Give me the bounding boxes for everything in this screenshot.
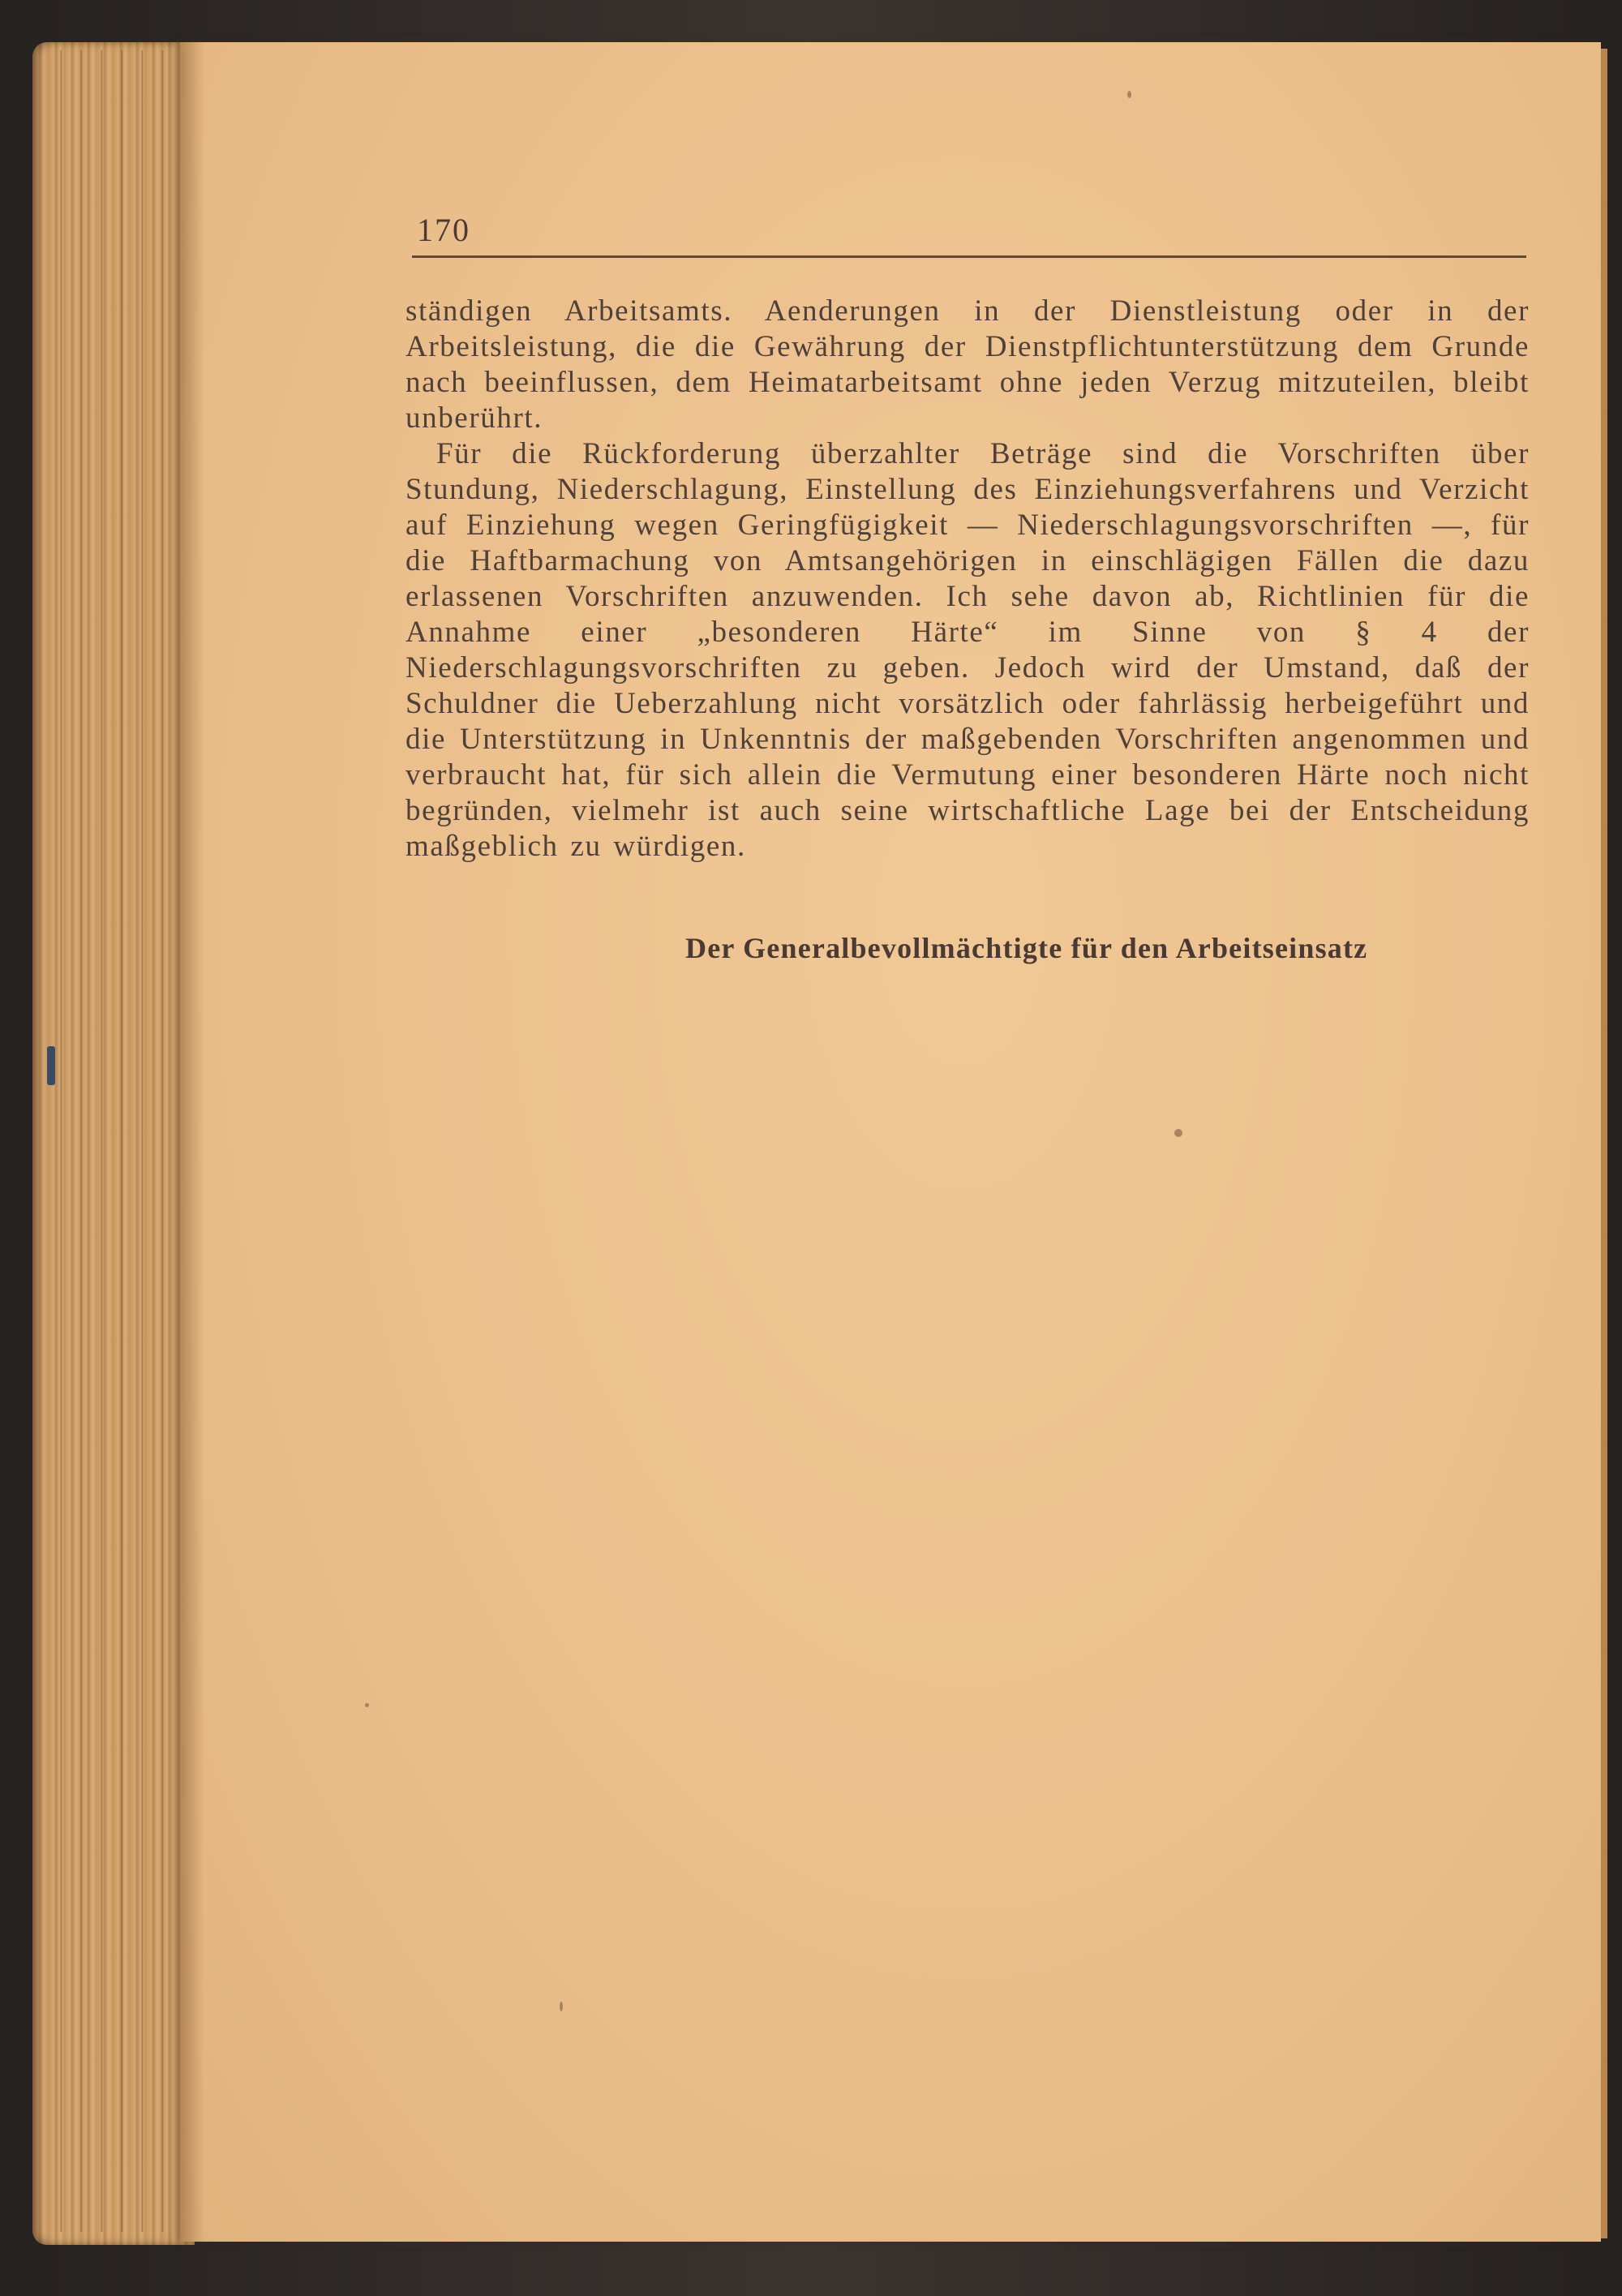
paper-speck — [1174, 1129, 1182, 1137]
paragraph-continuation: ständigen Arbeitsamts. Aenderungen in der Dienstleistung oder in der Arbeitsleistung, die die Gewährung der Dienstpflichtunterstützung dem Grunde nach beeinflussen, dem Heimatarbeitsamt ohne jeden Verzug mitzuteilen, bleibt unberührt. — [406, 294, 1530, 435]
spine-mark — [47, 1046, 55, 1085]
paper-speck — [560, 2002, 563, 2011]
paper-speck — [365, 1703, 369, 1707]
paragraph-rueckforderung: Für die Rückforderung überzahlter Beträge sind die Vorschriften über Stundung, Niederschlagung, Einstellung des Einziehungsverfahrens und Verzicht auf Einziehung wegen Geringfügigkeit — Niederschlagungsvorschriften —, für die Haftbarmachung von Amtsangehörigen in einschlägigen Fällen die dazu erlassenen Vorschriften anzuwenden. Ich sehe davon ab, Richtlinien für die Annahme einer „besonderen Härte“ im Sinne von § 4 der Niederschlagungsvorschriften zu geben. Jedoch wird der Umstand, daß der Schuldner die Ueberzahlung nicht vorsätzlich oder fahrlässig herbeigeführt und die Unterstützung in Unkenntnis der maßgebenden Vorschriften angenommen und verbraucht hat, für sich allein die Vermutung einer besonderen Härte noch nicht begründen, vielmehr ist auch seine wirtschaftliche Lage bei der Entscheidung maßgeblich zu würdigen. — [406, 437, 1530, 863]
gutter-shadow — [180, 42, 204, 2242]
page-number: 170 — [417, 212, 470, 248]
body-text — [406, 294, 1530, 865]
paper-speck — [1127, 91, 1131, 98]
header-rule — [412, 255, 1526, 258]
page-header — [412, 211, 1526, 260]
signature-line: Der Generalbevollmächtigte für den Arbeitseinsatz — [685, 932, 1368, 964]
page-stack-lines — [42, 50, 188, 2232]
